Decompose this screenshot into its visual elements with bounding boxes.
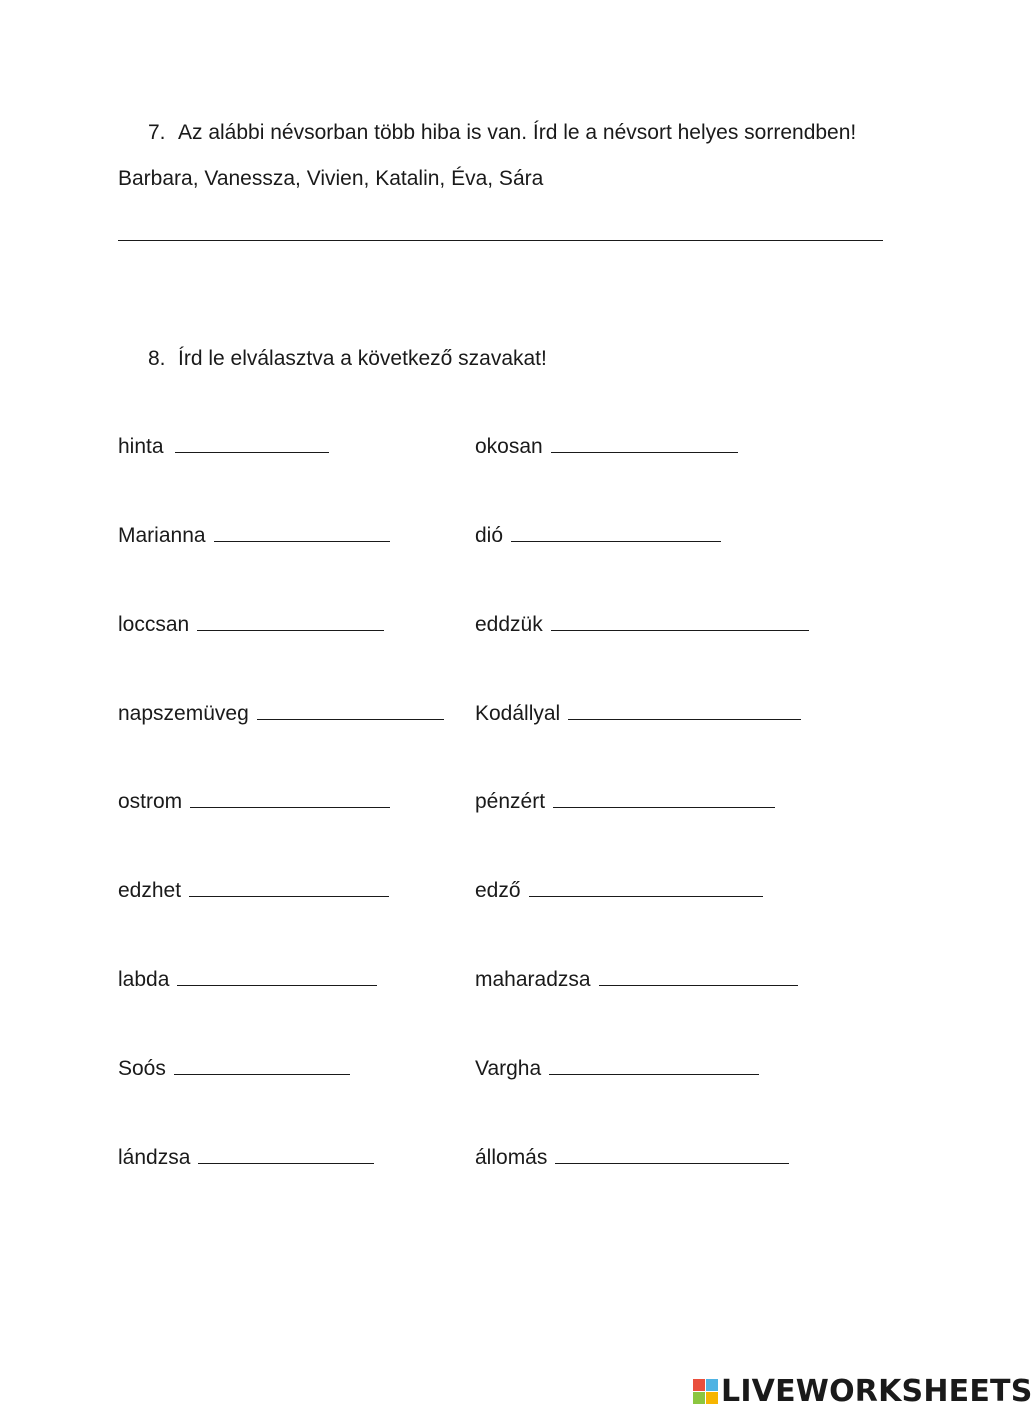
word-label: napszemüveg	[118, 702, 249, 725]
word-row-left-3	[118, 613, 384, 643]
answer-blank[interactable]	[599, 969, 798, 986]
answer-blank[interactable]	[197, 614, 384, 631]
word-label: loccsan	[118, 613, 190, 636]
word-label: ostrom	[118, 790, 183, 813]
logo-block-red	[693, 1379, 705, 1391]
word-row-right-6	[475, 879, 763, 909]
word-row-left-2	[118, 524, 390, 554]
word-row-left-1	[118, 435, 329, 465]
exercise-8-instruction	[148, 347, 547, 371]
word-row-left-6	[118, 879, 389, 909]
answer-blank[interactable]	[553, 791, 775, 808]
word-row-left-5	[118, 790, 390, 820]
word-label: Vargha	[475, 1057, 542, 1080]
liveworksheets-logo	[693, 1374, 1033, 1408]
exercise-7-names: Barbara, Vanessza, Vivien, Katalin, Éva, Sára	[118, 167, 544, 190]
answer-blank[interactable]	[214, 525, 390, 542]
exercise-8-text: Írd le elválasztva a következő szavakat!	[178, 347, 547, 370]
answer-blank[interactable]	[551, 614, 809, 631]
word-label: edzhet	[118, 879, 182, 902]
answer-blank[interactable]	[568, 703, 801, 720]
word-label: okosan	[475, 435, 543, 458]
exercise-7-instruction	[148, 121, 856, 145]
exercise-7-answer-line[interactable]	[118, 240, 883, 241]
word-row-right-1	[475, 435, 738, 465]
logo-block-yellow	[706, 1392, 718, 1404]
word-label: dió	[475, 524, 504, 547]
answer-blank[interactable]	[257, 703, 444, 720]
logo-text: LIVEWORKSHEETS	[721, 1373, 1033, 1409]
word-row-left-7	[118, 968, 377, 998]
answer-blank[interactable]	[175, 436, 329, 453]
word-row-left-4	[118, 702, 444, 732]
word-row-right-9	[475, 1146, 789, 1176]
exercise-7-text: Az alábbi névsorban több hiba is van. Írd le a névsort helyes sorrendben!	[178, 121, 857, 144]
word-label: állomás	[475, 1146, 548, 1169]
word-label: hinta	[118, 435, 164, 458]
answer-blank[interactable]	[174, 1058, 350, 1075]
word-row-right-2	[475, 524, 721, 554]
word-row-left-8	[118, 1057, 350, 1087]
word-row-right-5	[475, 790, 775, 820]
word-label: edző	[475, 879, 521, 902]
answer-blank[interactable]	[549, 1058, 759, 1075]
answer-blank[interactable]	[551, 436, 738, 453]
answer-blank[interactable]	[198, 1147, 374, 1164]
logo-block-blue	[706, 1379, 718, 1391]
logo-blocks-icon	[693, 1379, 718, 1404]
word-label: pénzért	[475, 790, 546, 813]
word-row-left-9	[118, 1146, 374, 1176]
word-label: labda	[118, 968, 170, 991]
word-row-right-7	[475, 968, 798, 998]
answer-blank[interactable]	[177, 969, 377, 986]
answer-blank[interactable]	[189, 880, 389, 897]
word-label: Soós	[118, 1057, 166, 1080]
logo-block-green	[693, 1392, 705, 1404]
word-label: Marianna	[118, 524, 206, 547]
word-label: Kodállyal	[475, 702, 561, 725]
word-row-right-3	[475, 613, 809, 643]
word-label: eddzük	[475, 613, 543, 636]
word-row-right-4	[475, 702, 801, 732]
word-label: maharadzsa	[475, 968, 591, 991]
word-label: lándzsa	[118, 1146, 191, 1169]
exercise-7-number: 7.	[148, 121, 166, 144]
answer-blank[interactable]	[529, 880, 763, 897]
answer-blank[interactable]	[511, 525, 721, 542]
exercise-8-number: 8.	[148, 347, 166, 370]
answer-blank[interactable]	[190, 791, 390, 808]
word-row-right-8	[475, 1057, 759, 1087]
answer-blank[interactable]	[555, 1147, 789, 1164]
